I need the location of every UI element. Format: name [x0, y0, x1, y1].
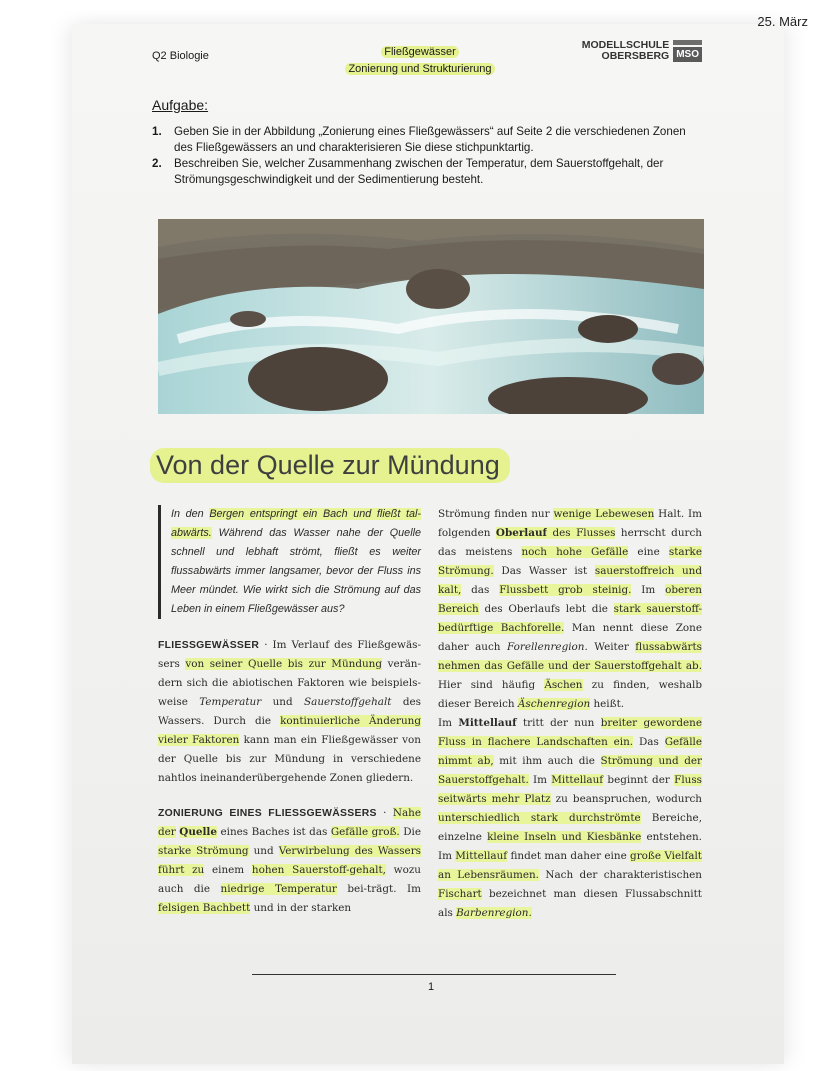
school-logo [582, 40, 702, 62]
article-column-right [438, 505, 702, 923]
logo-badge [673, 40, 702, 62]
course-label: Q2 Biologie [152, 50, 209, 62]
task-list [152, 124, 702, 188]
task-item: 1. Geben Sie in der Abbildung „Zonierung eines Fließgewässers“ auf Seite 2 die verschiedenen Zonen des Fließgewässers an und charakterisieren Sie diese stichpunktartig. [152, 125, 686, 154]
paragraph-zonierung: ZONIERUNG EINES FLIESSGEWÄSSERS · Nahe der Quelle eines Baches ist das Gefälle groß. Die starke Strömung und Verwirbelung des Wassers führt zu einem hohen Sauerstoff-gehalt, wozu auch die niedrige Temperatur bei-trägt. Im felsigen Bachbett und in der starken [158, 807, 422, 914]
river-rapids-image [158, 219, 704, 414]
article-column-left [158, 505, 421, 934]
paragraph-mittellauf: Im Mittellauf tritt der nun breiter gewordene Fluss in flachere Landschaften ein. Das Gefälle nimmt ab, mit ihm auch die Strömung und der Sauerstoffgehalt. Im Mittellauf beginnt der Fluss seitwärts mehr Platz zu beanspruchen, wodurch unterschiedlich stark durchströmte Bereiche, einzelne kleine Inseln und Kiesbänke entstehen. Im Mittellauf findet man daher eine große Vielfalt an Lebensräumen. Nach der charakteristischen Fischart bezeichnet man diesen Flussabschnitt als Barbenregion. [438, 717, 703, 919]
task-title: Aufgabe: [152, 97, 209, 113]
paragraph-fliessgewaesser: FLIESSGEWÄSSER · Im Verlauf des Fließgewäs-sers von seiner Quelle bis zur Mündung verän-dern sich die abiotischen Faktoren wie beispiels-weise Temperatur und Sauerstoffgehalt des Wassers. Durch die kontinuierliche Änderung vieler Faktoren kann man ein Fließgewässer von der Quelle bis zur Mündung in verschiedene nahtlos ineinanderübergehende Zonen gliedern. [158, 639, 421, 784]
title-line1: Fließgewässer [381, 46, 459, 58]
paragraph-oberlauf: Strömung finden nur wenige Lebewesen Halt. Im folgenden Oberlauf des Flusses herrscht durch das meistens noch hohe Gefälle eine starke Strömung. Das Wasser ist sauerstoffreich und kalt, das Flussbett grob steinig. Im oberen Bereich des Oberlaufs lebt die stark sauerstoff-bedürftige Bachforelle. Man nennt diese Zone daher auch Forellenregion. Weiter flussabwärts nehmen das Gefälle und der Sauerstoffgehalt ab. Hier sind häufig Äschen zu finden, weshalb dieser Bereich Äschenregion heißt. [438, 508, 703, 710]
logo-line2: OBERSBERG [601, 50, 670, 62]
task-item: 2. Beschreiben Sie, welcher Zusammenhang zwischen der Temperatur, dem Sauerstoffgehalt, der Strömungsgeschwindigkeit und der Sedimentierung besteht. [152, 157, 664, 186]
logo-badge-text: MSO [673, 47, 702, 62]
document-title [300, 44, 540, 78]
title-line2: Zonierung und Strukturierung [345, 63, 494, 75]
article-headline: Von der Quelle zur Mündung [150, 448, 510, 483]
article-intro: In den Bergen entspringt ein Bach und fließt tal-abwärts. Während das Wasser nahe der Quelle schnell und lebhaft strömt, fließt es weiter flussabwärts immer langsamer, bevor der Fluss ins Meer mündet. Wie wirkt sich die Strömung auf das Leben in einem Fließgewässer aus? [158, 505, 421, 619]
logo-line1: MODELLSCHULE [581, 39, 670, 51]
page-number: 1 [428, 981, 435, 993]
river-photo [158, 219, 704, 414]
date-label: 25. März [757, 14, 808, 29]
footer-divider [252, 974, 616, 975]
